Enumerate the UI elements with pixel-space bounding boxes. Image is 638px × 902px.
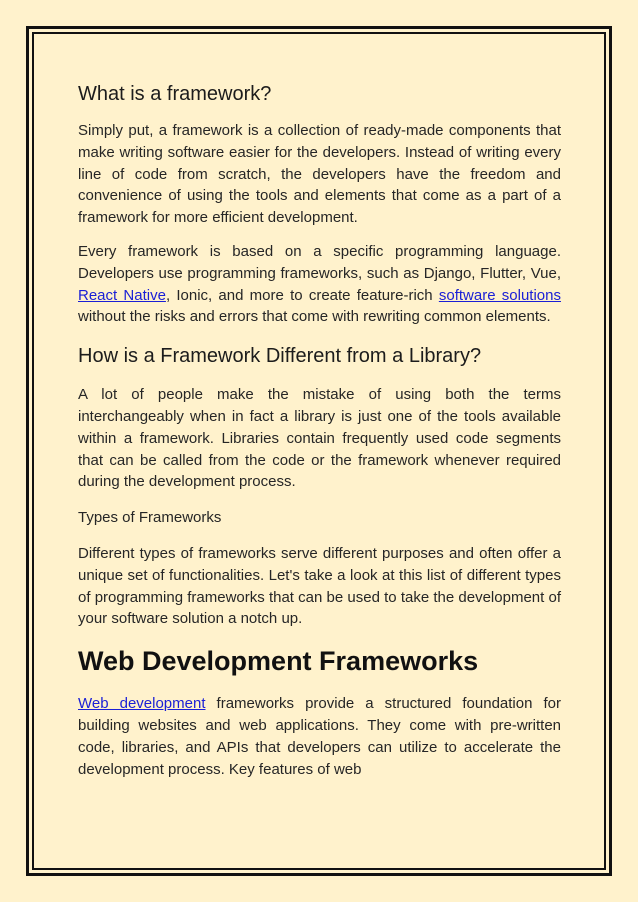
heading-web-development-frameworks: Web Development Frameworks bbox=[78, 646, 479, 677]
link-software-solutions[interactable]: software solutions bbox=[438, 286, 561, 304]
paragraph-framework-definition: Simply put, a framework is a collection of ready-made components that make writing software easier for the developers. Instead of writing every line of code from scratch, the developers have the freedom and convenience of using the tools and elements that come as a part of a framework for more efficient development. bbox=[78, 122, 561, 227]
subheading-types-of-frameworks: Types of Frameworks bbox=[78, 509, 222, 527]
paragraph-framework-vs-library: A lot of people make the mistake of using both the terms interchangeably when in fact a library is just one of the tools available within a framework. Libraries contain frequently used code segments that can be called from the code or the framework whenever required during the development process. bbox=[78, 386, 561, 491]
paragraph-framework-languages bbox=[78, 241, 561, 328]
text-segment: without the risks and errors that come with rewriting common elements. bbox=[78, 308, 551, 326]
heading-what-is-framework: What is a framework? bbox=[78, 83, 272, 105]
text-segment: Every framework is based on a specific programming language. Developers use programming frameworks, such as Django, Flutter, Vue, bbox=[78, 242, 561, 282]
paragraph-types-of-frameworks: Different types of frameworks serve different purposes and often offer a unique set of functionalities. Let's take a look at this list of different types of programming frameworks that can be used to take the development of your software solution a notch up. bbox=[78, 544, 561, 628]
link-web-development[interactable]: Web development bbox=[78, 695, 206, 713]
link-react-native[interactable]: React Native bbox=[78, 286, 166, 304]
text-segment: , Ionic, and more to create feature-rich bbox=[165, 286, 439, 304]
text-segment: frameworks provide a structured foundation for building websites and web applications. They come with pre-written code, libraries, and APIs that developers can utilize to accelerate the development process. Key features of web bbox=[78, 695, 561, 778]
paragraph-web-development bbox=[78, 693, 561, 780]
article-content bbox=[78, 80, 561, 780]
heading-framework-vs-library: How is a Framework Different from a Library? bbox=[78, 345, 482, 368]
